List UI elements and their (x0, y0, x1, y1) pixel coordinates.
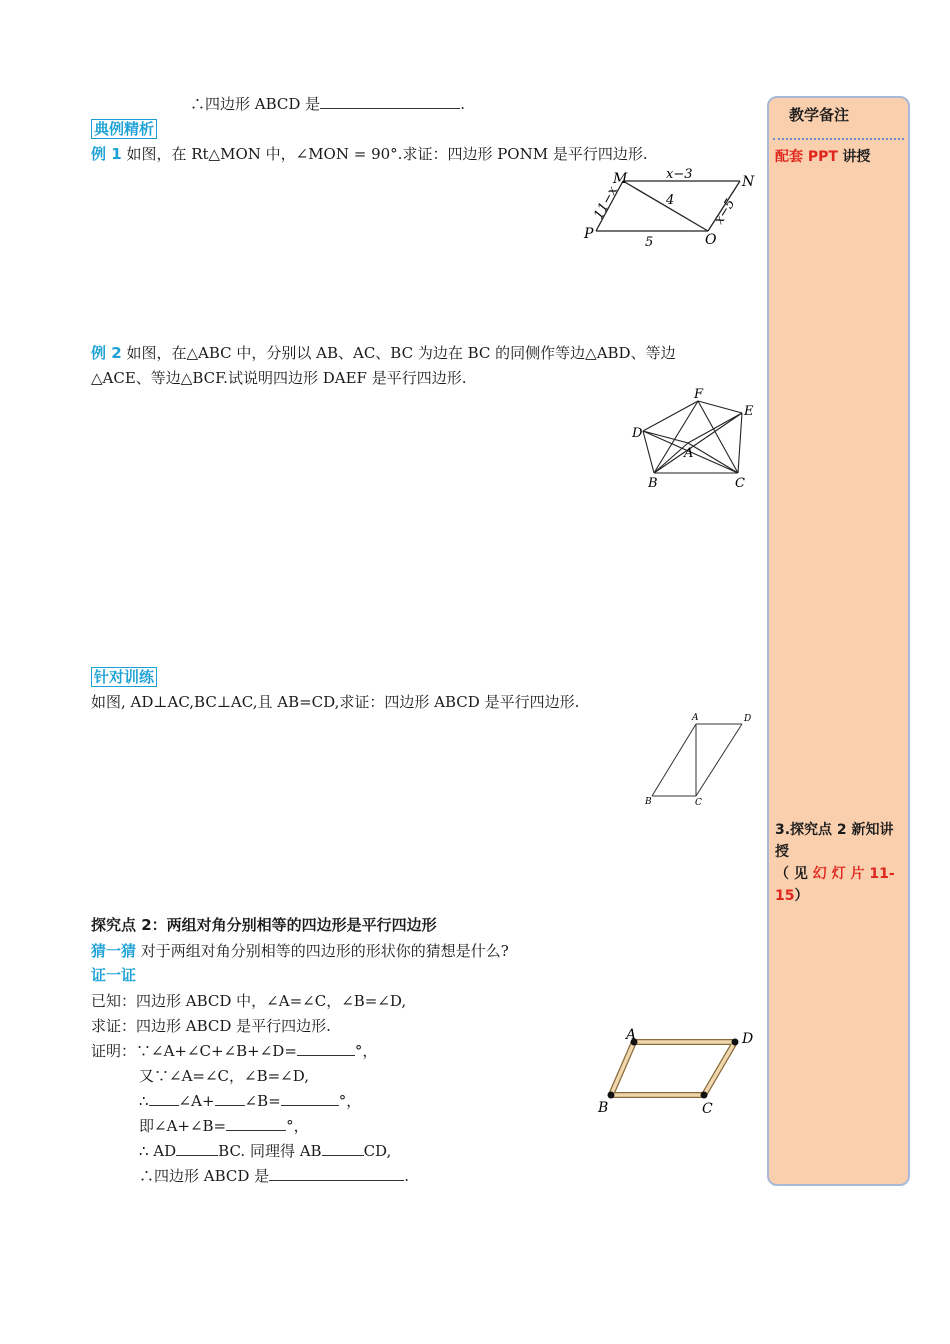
blank-sum[interactable] (297, 1041, 355, 1056)
blank-degrees[interactable] (281, 1091, 339, 1106)
note-slides: （ 见 幻 灯 片 11-15） (775, 866, 895, 904)
section-examples: 典例精析 (91, 118, 157, 140)
blank-conclusion[interactable] (269, 1166, 404, 1181)
example-1: 例 1 如图，在 Rt△MON 中，∠MON = 90°.求证：四边形 PONM 是平行四边形. (91, 145, 648, 163)
section-training: 针对训练 (91, 666, 157, 688)
point-2-title: 探究点 2：两组对角分别相等的四边形是平行四边形 (91, 916, 437, 934)
proof-line-4: 即∠A+∠B= °， (139, 1117, 309, 1135)
label-x-3: x−3 (666, 168, 693, 182)
label-p: P (584, 226, 594, 242)
proof-line-5: ∴ AD BC. 同理得 AB CD, (139, 1142, 392, 1160)
note-point-2: 3.探究点 2 新知讲授 (775, 822, 894, 860)
top-conclusion-line: ∴四边形 ABCD 是 . (190, 95, 465, 113)
label-d: D (632, 426, 643, 441)
guess-line: 猜一猜 对于两组对角分别相等的四边形的形状你的猜想是什么? (91, 942, 509, 960)
label-e: E (744, 404, 754, 419)
teaching-notes-sidebar (767, 96, 910, 1186)
label-d: D (744, 714, 752, 724)
proof-line-6: ∴四边形 ABCD 是 . (139, 1167, 409, 1185)
label-o: O (705, 232, 717, 248)
label-x-5: x−5 (711, 196, 739, 228)
training-problem: 如图, AD⊥AC,BC⊥AC,且 AB=CD,求证：四边形 ABCD 是平行四边形. (91, 693, 580, 711)
label-m: M (613, 171, 628, 187)
figure-rods-parallelogram (592, 1025, 762, 1120)
answer-blank[interactable] (320, 94, 460, 109)
label-n: N (742, 174, 755, 190)
figure-daef (628, 385, 758, 493)
label-4: 4 (666, 193, 675, 208)
sidebar-title: 教学备注 (789, 106, 850, 124)
label-5: 5 (645, 235, 654, 248)
blank-coef-a[interactable] (149, 1091, 179, 1106)
example-2-cont: △ACE、等边△BCF.试说明四边形 DAEF 是平行四边形. (91, 369, 467, 387)
to-prove-line: 求证：四边形 ABCD 是平行四边形. (91, 1017, 331, 1035)
label-b: B (598, 1100, 609, 1116)
figure-ponm (580, 168, 760, 248)
sidebar-divider (773, 138, 904, 140)
label-11-x: 11−x (591, 184, 621, 222)
blank-ab-cd[interactable] (322, 1141, 364, 1156)
figure-abcd-perp (640, 710, 760, 810)
proof-line-2: 又∵∠A=∠C，∠B=∠D, (139, 1067, 310, 1085)
label-a: A (692, 713, 699, 723)
label-c: C (702, 1101, 713, 1117)
label-c: C (695, 798, 702, 808)
label-b: B (645, 797, 652, 807)
given-line: 已知：四边形 ABCD 中，∠A=∠C，∠B=∠D, (91, 992, 407, 1010)
label-f: F (694, 387, 704, 402)
proof-line-3: ∴ ∠A+ ∠B= °， (139, 1092, 362, 1110)
note-ppt: 配套 PPT 讲授 (775, 149, 871, 165)
label-b: B (648, 476, 658, 491)
example-2: 例 2 如图，在△ABC 中，分别以 AB、AC、BC 为边在 BC 的同侧作等边△ABD、等边 (91, 344, 676, 362)
prove-label: 证一证 (91, 966, 137, 984)
label-c: C (735, 476, 745, 491)
blank-ab-sum[interactable] (226, 1116, 286, 1131)
label-a: A (626, 1027, 637, 1043)
proof-line-1: 证明：∵∠A+∠C+∠B+∠D= °， (91, 1042, 378, 1060)
blank-coef-b[interactable] (215, 1091, 245, 1106)
blank-ad-bc[interactable] (176, 1141, 218, 1156)
label-d: D (742, 1031, 754, 1047)
label-a: A (684, 446, 694, 461)
